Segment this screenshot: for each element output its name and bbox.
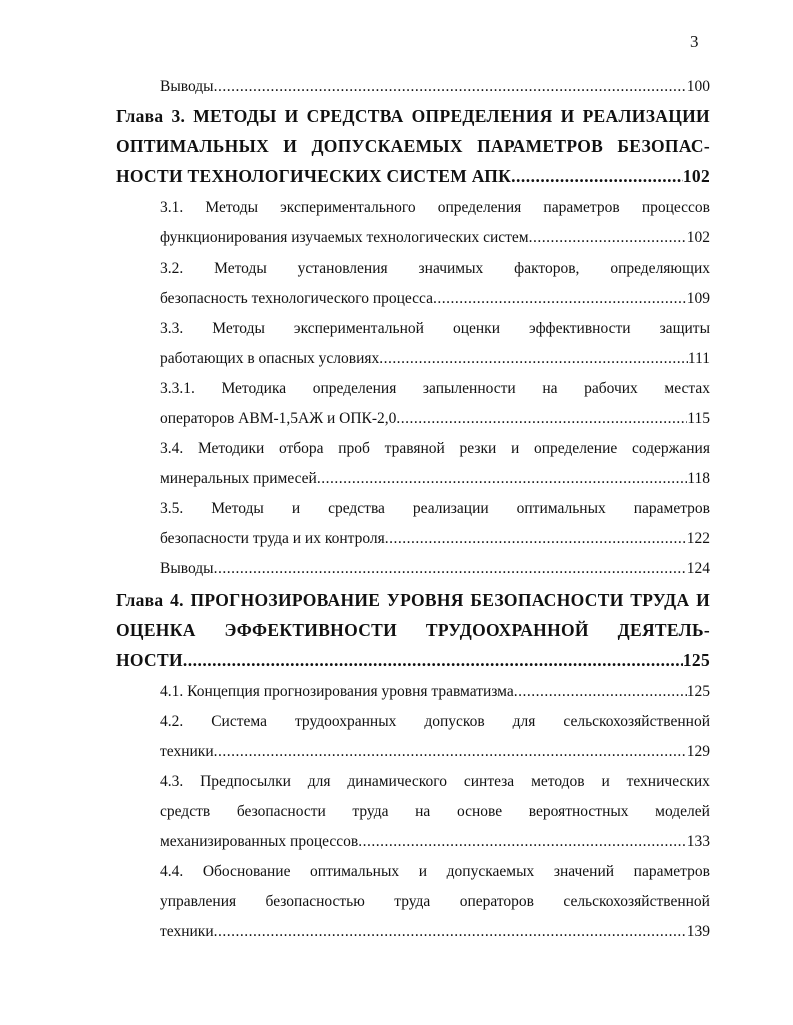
word: РЕАЛИЗАЦИИ <box>582 106 710 126</box>
word: процессов <box>641 199 710 216</box>
toc-entry-title: работающих в опасных условиях <box>160 350 380 367</box>
word: труда <box>394 893 431 910</box>
word: Глава <box>116 106 164 126</box>
word: 3.4. <box>160 440 184 457</box>
toc-entry-title: функционирования изучаемых технологических систем <box>160 229 529 246</box>
toc-entry-4-3-line2[interactable] <box>160 797 710 827</box>
word: Обоснование <box>202 863 291 880</box>
toc-entry-4-1[interactable] <box>160 677 710 707</box>
word: моделей <box>655 803 710 820</box>
word: И <box>560 106 575 126</box>
word: значимых <box>418 260 484 277</box>
toc-entry-page: 133 <box>686 833 710 850</box>
toc-entry-3-5-line1[interactable] <box>160 494 710 524</box>
word: И <box>696 590 710 610</box>
toc-entry-conclusions-ch2[interactable] <box>160 72 710 102</box>
word: безопасности <box>236 803 326 820</box>
toc-entry-3-2-line1[interactable] <box>160 254 710 284</box>
word: местах <box>664 380 710 397</box>
dot-leader <box>214 554 687 584</box>
toc-entry-page: 139 <box>686 923 710 940</box>
word: ДОПУСКАЕМЫХ <box>311 136 463 156</box>
word: экспериментальной <box>293 320 424 337</box>
toc-entry-3-3-line1[interactable] <box>160 314 710 344</box>
word: ОПТИМАЛЬНЫХ <box>116 136 270 156</box>
toc-chapter4-line3[interactable] <box>116 645 710 675</box>
word: ПРОГНОЗИРОВАНИЕ <box>190 590 381 610</box>
word: ЭФФЕКТИВНОСТИ <box>224 620 398 640</box>
word: оценки <box>452 320 500 337</box>
toc-entry-3-1-line2[interactable] <box>160 223 710 253</box>
word: ОПРЕДЕЛЕНИЯ <box>411 106 553 126</box>
word: параметров <box>633 863 710 880</box>
word: основе <box>456 803 503 820</box>
toc-entry-page: 125 <box>686 683 710 700</box>
word: проб <box>338 440 370 457</box>
toc-entry-title: техники <box>160 743 214 760</box>
toc-entry-title: механизированных процессов <box>160 833 359 850</box>
toc-entry-title: НОСТИ <box>116 650 183 670</box>
word: допусков <box>424 713 485 730</box>
toc-entry-4-4-line1[interactable] <box>160 857 710 887</box>
toc-entry-3-4-line1[interactable] <box>160 434 710 464</box>
word: Методы <box>214 260 267 277</box>
toc-entry-title: НОСТИ ТЕХНОЛОГИЧЕСКИХ СИСТЕМ АПК <box>116 166 512 186</box>
toc-entry-title: техники <box>160 923 214 940</box>
word: ПАРАМЕТРОВ <box>477 136 604 156</box>
toc-entry-3-3-line2[interactable] <box>160 344 710 374</box>
toc-entry-4-4-line3[interactable] <box>160 917 710 947</box>
toc-entry-title: минеральных примесей <box>160 470 317 487</box>
word: ОЦЕНКА <box>116 620 196 640</box>
word: для <box>512 713 536 730</box>
word: отбора <box>278 440 324 457</box>
toc-entry-4-3-line3[interactable] <box>160 827 710 857</box>
dot-leader <box>317 464 687 494</box>
toc-entry-title: Выводы <box>160 560 214 577</box>
word: методов <box>531 773 585 790</box>
word: ТРУДООХРАННОЙ <box>425 620 589 640</box>
word: технических <box>626 773 710 790</box>
word: и <box>418 863 428 880</box>
word: Методика <box>221 380 287 397</box>
word: ДЕЯТЕЛЬ- <box>617 620 710 640</box>
word: и <box>601 773 610 790</box>
word: параметров <box>633 500 710 517</box>
word: И <box>284 106 299 126</box>
toc-entry-3-3-1-line2[interactable] <box>160 404 710 434</box>
word: определение <box>533 440 618 457</box>
toc-entry-4-2-line2[interactable] <box>160 737 710 767</box>
word: сельскохозяйственной <box>563 893 710 910</box>
word: 4. <box>170 590 184 610</box>
dot-leader <box>379 344 688 374</box>
word: установления <box>297 260 388 277</box>
toc-entry-page: 102 <box>686 229 710 246</box>
word: рабочих <box>584 380 638 397</box>
toc-entry-title: 4.1. Концепция прогнозирования уровня травматизма <box>160 683 514 700</box>
word: резки <box>459 440 497 457</box>
word: определения <box>312 380 397 397</box>
word: 4.2. <box>160 713 184 730</box>
word: ТРУДА <box>630 590 690 610</box>
word: факторов, <box>514 260 580 277</box>
dot-leader <box>396 404 687 434</box>
toc-chapter4-line2[interactable] <box>116 615 710 645</box>
toc-entry-4-3-line1[interactable] <box>160 767 710 797</box>
dot-leader <box>511 161 683 191</box>
word: параметров <box>543 199 620 216</box>
word: и <box>291 500 301 517</box>
dot-leader <box>214 72 687 102</box>
toc-entry-page: 115 <box>687 410 710 427</box>
page-number: 3 <box>690 32 699 51</box>
word: Предпосылки <box>200 773 291 790</box>
toc-entry-page: 129 <box>686 743 710 760</box>
word: 3.5. <box>160 500 184 517</box>
word: Глава <box>116 590 164 610</box>
word: вероятностных <box>528 803 629 820</box>
toc-entry-3-5-line2[interactable] <box>160 524 710 554</box>
word: значений <box>553 863 615 880</box>
dot-leader <box>529 223 687 253</box>
word: управления <box>160 893 237 910</box>
dot-leader <box>385 524 687 554</box>
word: экспериментального <box>280 199 416 216</box>
toc-entry-page: 125 <box>682 650 710 670</box>
word: 3.2. <box>160 260 184 277</box>
dot-leader <box>358 827 687 857</box>
word: Методы <box>205 199 259 216</box>
word: 3. <box>171 106 186 126</box>
toc-entry-3-1-line1[interactable] <box>160 193 710 223</box>
toc-entry-4-2-line1[interactable] <box>160 707 710 737</box>
word: 4.3. <box>160 773 184 790</box>
word: БЕЗОПАС- <box>617 136 710 156</box>
word: синтеза <box>463 773 515 790</box>
toc-entry-3-3-1-line1[interactable] <box>160 374 710 404</box>
word: динамического <box>347 773 448 790</box>
word: средств <box>160 803 211 820</box>
word: для <box>307 773 331 790</box>
word: БЕЗОПАСНОСТИ <box>470 590 624 610</box>
word: на <box>542 380 558 397</box>
word: оптимальных <box>310 863 400 880</box>
toc-chapter3-line1[interactable] <box>116 101 710 131</box>
word: Методики <box>197 440 265 457</box>
word: безопасностью <box>265 893 365 910</box>
toc-entry-page: 100 <box>686 78 710 95</box>
toc-entry-4-4-line2[interactable] <box>160 887 710 917</box>
dot-leader <box>514 677 687 707</box>
word: защиты <box>659 320 710 337</box>
toc-entry-page: 111 <box>687 350 710 367</box>
toc-entry-title: безопасность технологического процесса <box>160 290 434 307</box>
toc-chapter3-line3[interactable] <box>116 161 710 191</box>
word: сельскохозяйственной <box>563 713 710 730</box>
toc-entry-3-2-line2[interactable] <box>160 284 710 314</box>
word: труда <box>352 803 389 820</box>
toc-chapter4-line1[interactable] <box>116 585 710 615</box>
word: определения <box>437 199 522 216</box>
dot-leader <box>183 645 683 675</box>
word: реализации <box>412 500 489 517</box>
toc-entry-page: 102 <box>682 166 710 186</box>
word: допускаемых <box>446 863 535 880</box>
toc-entry-page: 109 <box>686 290 710 307</box>
dot-leader <box>214 737 687 767</box>
toc-entry-page: 124 <box>686 560 710 577</box>
toc-entry-title: безопасности труда и их контроля <box>160 530 385 547</box>
word: УРОВНЯ <box>386 590 464 610</box>
word: 3.1. <box>160 199 184 216</box>
word: операторов <box>459 893 534 910</box>
toc-chapter3-line2[interactable] <box>116 131 710 161</box>
word: травяной <box>384 440 445 457</box>
word: и <box>510 440 520 457</box>
toc-entry-title: операторов АВМ-1,5АЖ и ОПК-2,0 <box>160 410 397 427</box>
toc-entry-page: 122 <box>686 530 710 547</box>
toc-entry-conclusions-ch3[interactable] <box>160 554 710 584</box>
toc-entry-3-4-line2[interactable] <box>160 464 710 494</box>
word: 3.3.1. <box>160 380 195 397</box>
word: СРЕДСТВА <box>306 106 404 126</box>
word: эффективности <box>529 320 631 337</box>
word: определяющих <box>610 260 710 277</box>
word: 4.4. <box>160 863 184 880</box>
toc-entry-title: Выводы <box>160 78 214 95</box>
dot-leader <box>214 917 687 947</box>
dot-leader <box>433 284 687 314</box>
word: Система <box>211 713 267 730</box>
word: 3.3. <box>160 320 184 337</box>
word: запыленности <box>422 380 516 397</box>
word: оптимальных <box>516 500 606 517</box>
word: Методы <box>211 500 264 517</box>
word: Методы <box>212 320 265 337</box>
word: на <box>415 803 431 820</box>
toc-entry-page: 118 <box>687 470 710 487</box>
word: И <box>283 136 298 156</box>
word: трудоохранных <box>294 713 397 730</box>
word: содержания <box>631 440 710 457</box>
word: средства <box>328 500 385 517</box>
word: МЕТОДЫ <box>193 106 277 126</box>
